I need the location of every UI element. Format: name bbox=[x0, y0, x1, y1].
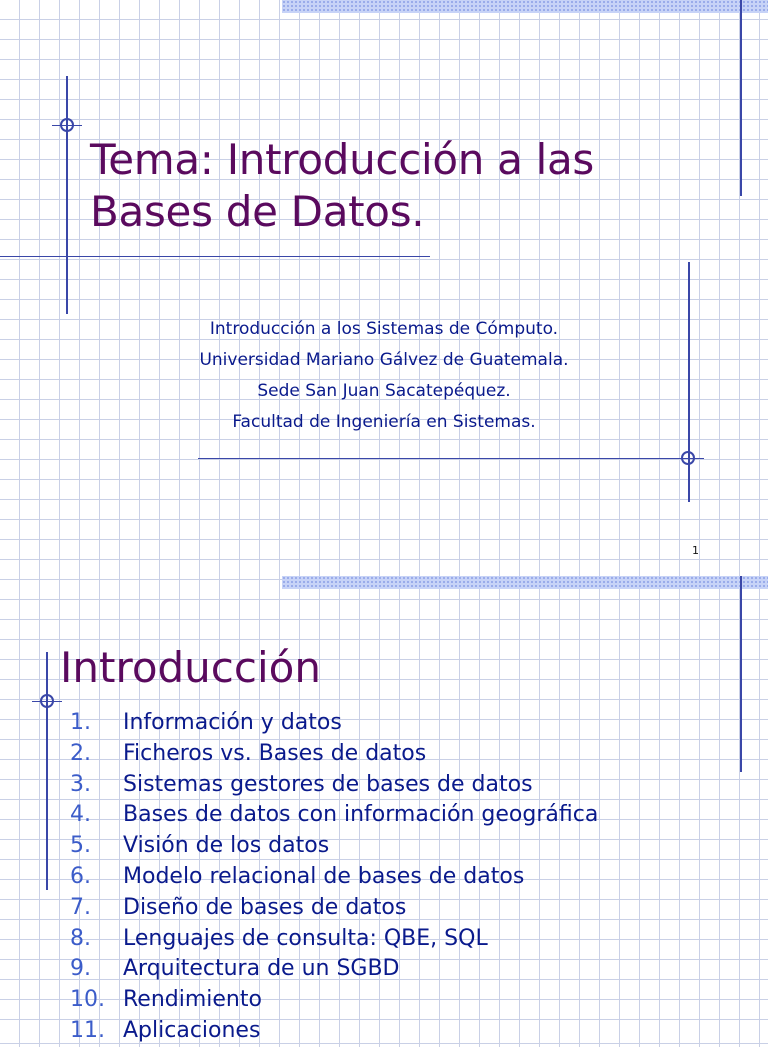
list-item-number: 4. bbox=[70, 802, 91, 828]
list-item bbox=[70, 831, 598, 862]
title-crosshair-ring-icon bbox=[60, 118, 74, 132]
top-right-vertical-line bbox=[740, 0, 742, 196]
subtitle-crosshair-ring-icon bbox=[681, 451, 695, 465]
list-item-text: Rendimiento bbox=[123, 987, 262, 1013]
slide2-left-vertical-line bbox=[46, 652, 48, 890]
list-item-text: Visión de los datos bbox=[123, 833, 330, 859]
subtitle-line: Sede San Juan Sacatepéquez. bbox=[257, 381, 511, 401]
list-item-text: Ficheros vs. Bases de datos bbox=[123, 740, 427, 766]
middle-dotted-bar bbox=[282, 576, 768, 589]
list-item-text: Sistemas gestores de bases de datos bbox=[123, 771, 533, 797]
top-dotted-bar bbox=[282, 0, 768, 13]
slide1-title-line2: Bases de Datos. bbox=[90, 187, 425, 236]
list-item bbox=[70, 985, 598, 1016]
list-item bbox=[70, 739, 598, 770]
subtitle-line: Facultad de Ingeniería en Sistemas. bbox=[232, 412, 536, 432]
list-item-number: 11. bbox=[70, 1017, 105, 1043]
title-vertical-line bbox=[66, 76, 68, 314]
slide2-crosshair-ring-icon bbox=[40, 694, 54, 708]
list-item-number: 9. bbox=[70, 956, 91, 982]
list-item-number: 7. bbox=[70, 894, 91, 920]
list-item bbox=[70, 954, 598, 985]
list-item bbox=[70, 800, 598, 831]
subtitle-vertical-line bbox=[688, 262, 690, 502]
list-item bbox=[70, 862, 598, 893]
list-item-text: Aplicaciones bbox=[123, 1017, 261, 1043]
list-item bbox=[70, 893, 598, 924]
list-item-number: 6. bbox=[70, 863, 91, 889]
topic-list bbox=[70, 708, 598, 1047]
page-number: 1 bbox=[692, 544, 699, 557]
list-item-text: Lenguajes de consulta: QBE, SQL bbox=[123, 925, 488, 951]
list-item-text: Arquitectura de un SGBD bbox=[123, 956, 400, 982]
subtitle-underline bbox=[198, 458, 704, 459]
list-item-number: 3. bbox=[70, 771, 91, 797]
slide1-title-line1: Tema: Introducción a las bbox=[90, 135, 594, 184]
slide1-subtitle bbox=[120, 314, 648, 438]
slide2-title: Introducción bbox=[60, 643, 321, 692]
list-item-text: Bases de datos con información geográfica bbox=[123, 802, 599, 828]
list-item-text: Diseño de bases de datos bbox=[123, 894, 407, 920]
list-item bbox=[70, 770, 598, 801]
list-item-number: 5. bbox=[70, 833, 91, 859]
subtitle-line: Introducción a los Sistemas de Cómputo. bbox=[209, 319, 559, 339]
list-item-text: Modelo relacional de bases de datos bbox=[123, 863, 525, 889]
subtitle-line: Universidad Mariano Gálvez de Guatemala. bbox=[199, 350, 569, 370]
list-item-number: 8. bbox=[70, 925, 91, 951]
list-item bbox=[70, 1016, 598, 1047]
list-item-number: 2. bbox=[70, 740, 91, 766]
slide1-title bbox=[90, 134, 650, 238]
list-item bbox=[70, 924, 598, 955]
list-item-text: Información y datos bbox=[123, 710, 342, 735]
list-item bbox=[70, 708, 598, 739]
title-underline bbox=[0, 256, 430, 257]
slide2-right-vertical-line bbox=[740, 576, 742, 772]
list-item-number: 1. bbox=[70, 710, 91, 735]
list-item-number: 10. bbox=[70, 987, 105, 1013]
